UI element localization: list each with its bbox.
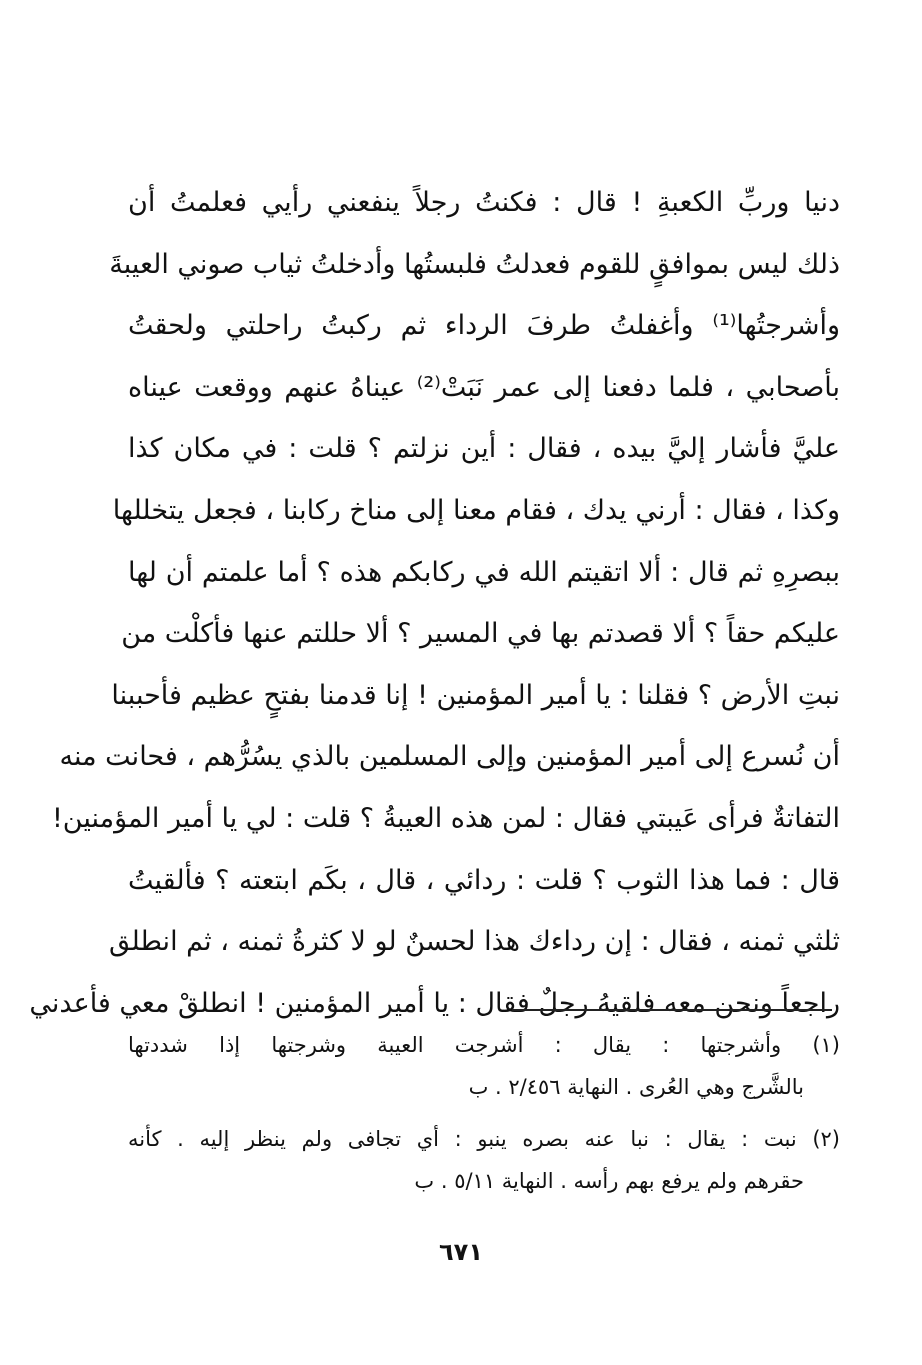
footnote-1 (128, 1024, 840, 1108)
body-line: ببصرِهِ ثم قال : ألا اتقيتم الله في ركابكم هذه ؟ أما علمتم أن لها (128, 556, 840, 588)
body-line: بأصحابي ، فلما دفعنا إلى عمر نَبَتْ⁽²⁾ عيناهُ عنهم ووقعت عيناه (128, 371, 840, 403)
footnote-line: (٢) نبت : يقال : نبا عنه بصره ينبو : أي تجافى ولم ينظر إليه . كأنه (128, 1127, 840, 1151)
footnote-divider (512, 1009, 832, 1011)
footnotes (128, 1024, 840, 1212)
body-line: أن نُسرع إلى أمير المؤمنين وإلى المسلمين بالذي يسُرُّهم ، فحانت منه (59, 741, 840, 773)
footnote-2 (128, 1118, 840, 1202)
body-line: قال : فما هذا الثوب ؟ قلت : ردائي ، قال ، بكَم ابتعته ؟ فألقيتُ (128, 864, 840, 896)
body-line: دنيا وربِّ الكعبةِ ! قال : فكنتُ رجلاً ينفعني رأيي فعلمتُ أن (128, 187, 840, 218)
footnote-line: بالشَّرج وهي العُرى . النهاية ٢/٤٥٦ . ب (468, 1075, 804, 1099)
footnote-line: (١) وأشرجتها : يقال : أشرجت العيبة وشرجتها إذا شددتها (128, 1033, 840, 1057)
body-line: التفاتةٌ فرأى عَيبتي فقال : لمن هذه العيبةُ ؟ قلت : لي يا أمير المؤمنين! (51, 802, 840, 834)
page-number: ٦٧١ (439, 1238, 483, 1266)
body-line: ذلك ليس بموافقٍ للقوم فعدلتُ فلبستُها وأدخلتُ ثياب صوني العيبةَ (109, 248, 840, 280)
body-line: ثلثي ثمنه ، فقال : إن رداءك هذا لحسنٌ لو لا كثرةُ ثمنه ، ثم انطلق (108, 926, 840, 958)
body-line: نبتِ الأرض ؟ فقلنا : يا أمير المؤمنين ! إنا قدمنا بفتحٍ عظيم فأحببنا (111, 679, 840, 711)
body-line: وكذا ، فقال : أرني يدك ، فقام معنا إلى مناخ ركابنا ، فجعل يتخللها (112, 494, 840, 526)
body-line: عليكم حقاً ؟ ألا قصدتم بها في المسير ؟ ألا حللتم عنها فأكلْت من (121, 618, 840, 650)
body-text (29, 172, 840, 1034)
footnote-line: حقرهم ولم يرفع بهم رأسه . النهاية ٥/١١ . ب (414, 1169, 804, 1193)
body-line: وأشرجتُها⁽¹⁾ وأغفلتُ طرفَ الرداء ثم ركبتُ راحلتي ولحقتُ (128, 310, 840, 342)
body-line: عليَّ فأشار إليَّ بيده ، فقال : أين نزلتم ؟ قلت : في مكان كذا (128, 433, 840, 465)
body-line: راجعاً ونحن معه فلقيهُ رجلٌ فقال : يا أمير المؤمنين ! انطلقْ معي فأعدني (29, 987, 840, 1019)
